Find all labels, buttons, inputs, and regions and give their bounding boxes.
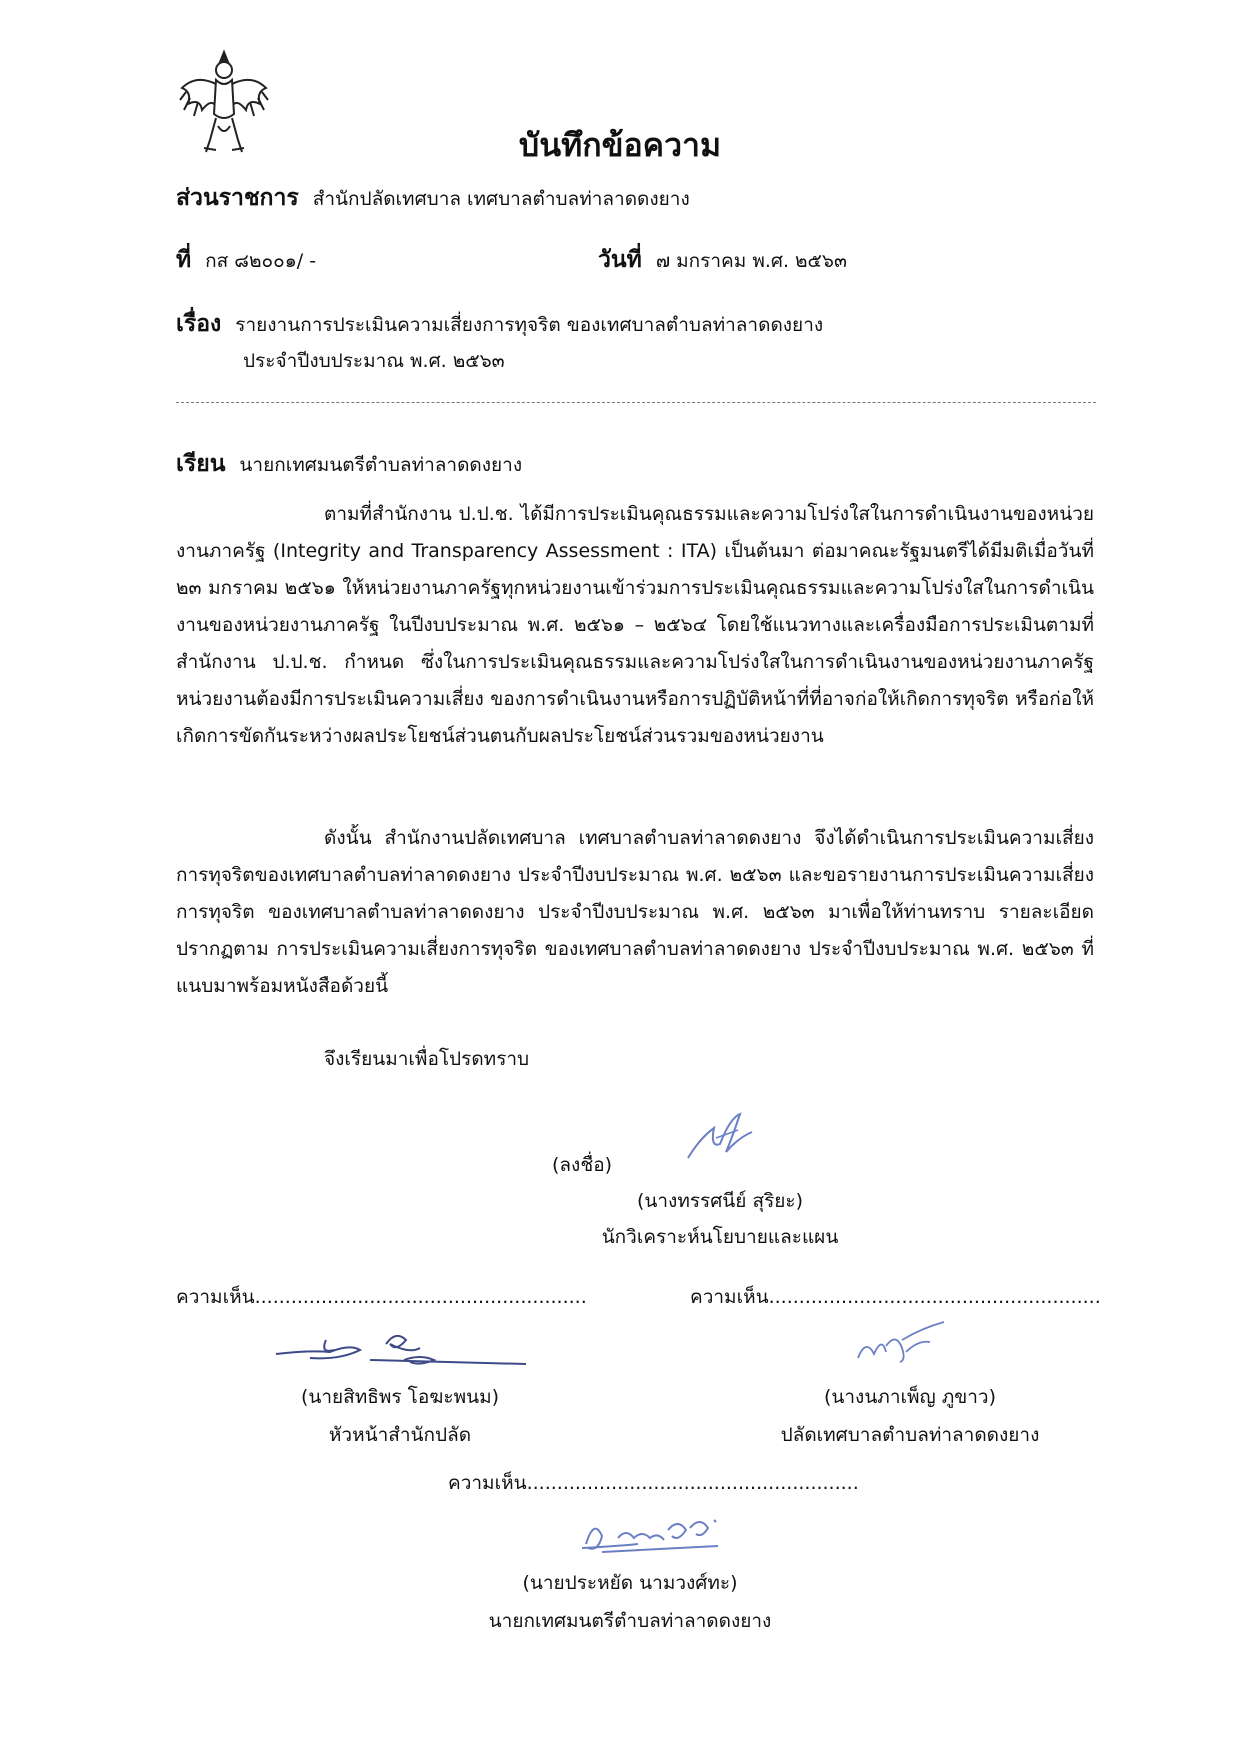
closing-text: จึงเรียนมาเพื่อโปรดทราบ [324,1048,530,1070]
signer-position: นักวิเคราะห์นโยบายและแผน [601,1226,839,1248]
approver-bottom-name: (นายประหยัด นามวงศ์ทะ) [522,1572,738,1594]
date-label: วันที่ [598,247,642,273]
subject-line [176,306,823,342]
body-paragraph-1: ตามที่สำนักงาน ป.ป.ช. ได้มีการประเมินคุณธรรมและความโปร่งใสในการดำเนินงานของหน่วยงานภาครัฐ (Integrity and Transparency Assessment : ITA) เป็นต้นมา ต่อมาคณะรัฐมนตรีได้มีมติเมื่อวันที่ ๒๓ มกราคม ๒๕๖๑ ให้หน่วยงานภาครัฐทุกหน่วยงานเข้าร่วมการประเมินคุณธรรมและความโปร่งใสในการดำเนินงานของหน่วยงานภาครัฐ ในปีงบประมาณ พ.ศ. ๒๕๖๑ – ๒๕๖๔ โดยใช้แนวทางและเครื่องมือการประเมินตามที่สำนักงาน ป.ป.ช. กำหนด ซึ่งในการประเมินคุณธรรมและความโปร่งใสในการดำเนินงานของหน่วยงานภาครัฐ หน่วยงานต้องมีการประเมินความเสี่ยง ของการดำเนินงานหรือการปฏิบัติหน้าที่ที่อาจก่อให้เกิดการทุจริต หรือก่อให้เกิดการขัดกันระหว่างผลประโยชน์ส่วนตนกับผลประโยชน์ส่วนรวมของหน่วยงาน [176,503,1094,747]
agency-label: ส่วนราชการ [176,185,299,211]
opinion-right: ความเห็น....................................................... [690,1286,1101,1308]
agency-line [176,180,690,216]
salutation-value: นายกเทศมนตรีตำบลท่าลาดดงยาง [239,454,523,476]
sign-label: (ลงชื่อ) [552,1154,613,1176]
approver-right-position: ปลัดเทศบาลตำบลท่าลาดดงยาง [780,1424,1040,1446]
agency-value: สำนักปลัดเทศบาล เทศบาลตำบลท่าลาดดงยาง [312,188,690,210]
ref-line [176,242,316,278]
body-paragraph-2: ดังนั้น สำนักงานปลัดเทศบาล เทศบาลตำบลท่าลาดดงยาง จึงได้ดำเนินการประเมินความเสี่ยงการทุจริตของเทศบาลตำบลท่าลาดดงยาง ประจำปีงบประมาณ พ.ศ. ๒๕๖๓ และขอรายงานการประเมินความเสี่ยงการทุจริต ของเทศบาลตำบลท่าลาดดงยาง ประจำปีงบประมาณ พ.ศ. ๒๕๖๓ มาเพื่อให้ท่านทราบ รายละเอียดปรากฏตาม การประเมินความเสี่ยงการทุจริต ของเทศบาลตำบลท่าลาดดงยาง ประจำปีงบประมาณ พ.ศ. ๒๕๖๓ ที่แนบมาพร้อมหนังสือด้วยนี้ [176,827,1094,997]
date-line [598,242,847,278]
signer-name: (นางทรรศนีย์ สุริยะ) [636,1190,804,1212]
signature-prayad [578,1508,728,1558]
salutation-label: เรียน [176,451,226,477]
salutation-line [176,446,522,482]
opinion-bottom: ความเห็น....................................................... [448,1472,859,1494]
approver-left-position: หัวหน้าสำนักปลัด [328,1424,472,1446]
opinion-left: ความเห็น....................................................... [176,1286,587,1308]
subject-label: เรื่อง [176,311,222,337]
subject-line2: ประจำปีงบประมาณ พ.ศ. ๒๕๖๓ [243,350,505,372]
ref-label: ที่ [176,247,192,273]
subject-line1: รายงานการประเมินความเสี่ยงการทุจริต ของเทศบาลตำบลท่าลาดดงยาง [235,314,824,336]
ref-value: กส ๘๒๐๐๑/ - [205,250,317,272]
approver-bottom-position: นายกเทศมนตรีตำบลท่าลาดดงยาง [488,1610,772,1632]
approver-right-name: (นางนภาเพ็ญ ภูขาว) [823,1386,997,1408]
signature-sittiporn [270,1320,530,1372]
date-value: ๗ มกราคม พ.ศ. ๒๕๖๓ [655,250,847,272]
approver-left-name: (นายสิทธิพร โอฆะพนม) [300,1386,500,1408]
memo-title: บันทึกข้อความ [518,126,722,164]
header-divider [176,402,1096,403]
signature-tassanee [680,1108,760,1164]
signature-noppapen [852,1318,952,1366]
